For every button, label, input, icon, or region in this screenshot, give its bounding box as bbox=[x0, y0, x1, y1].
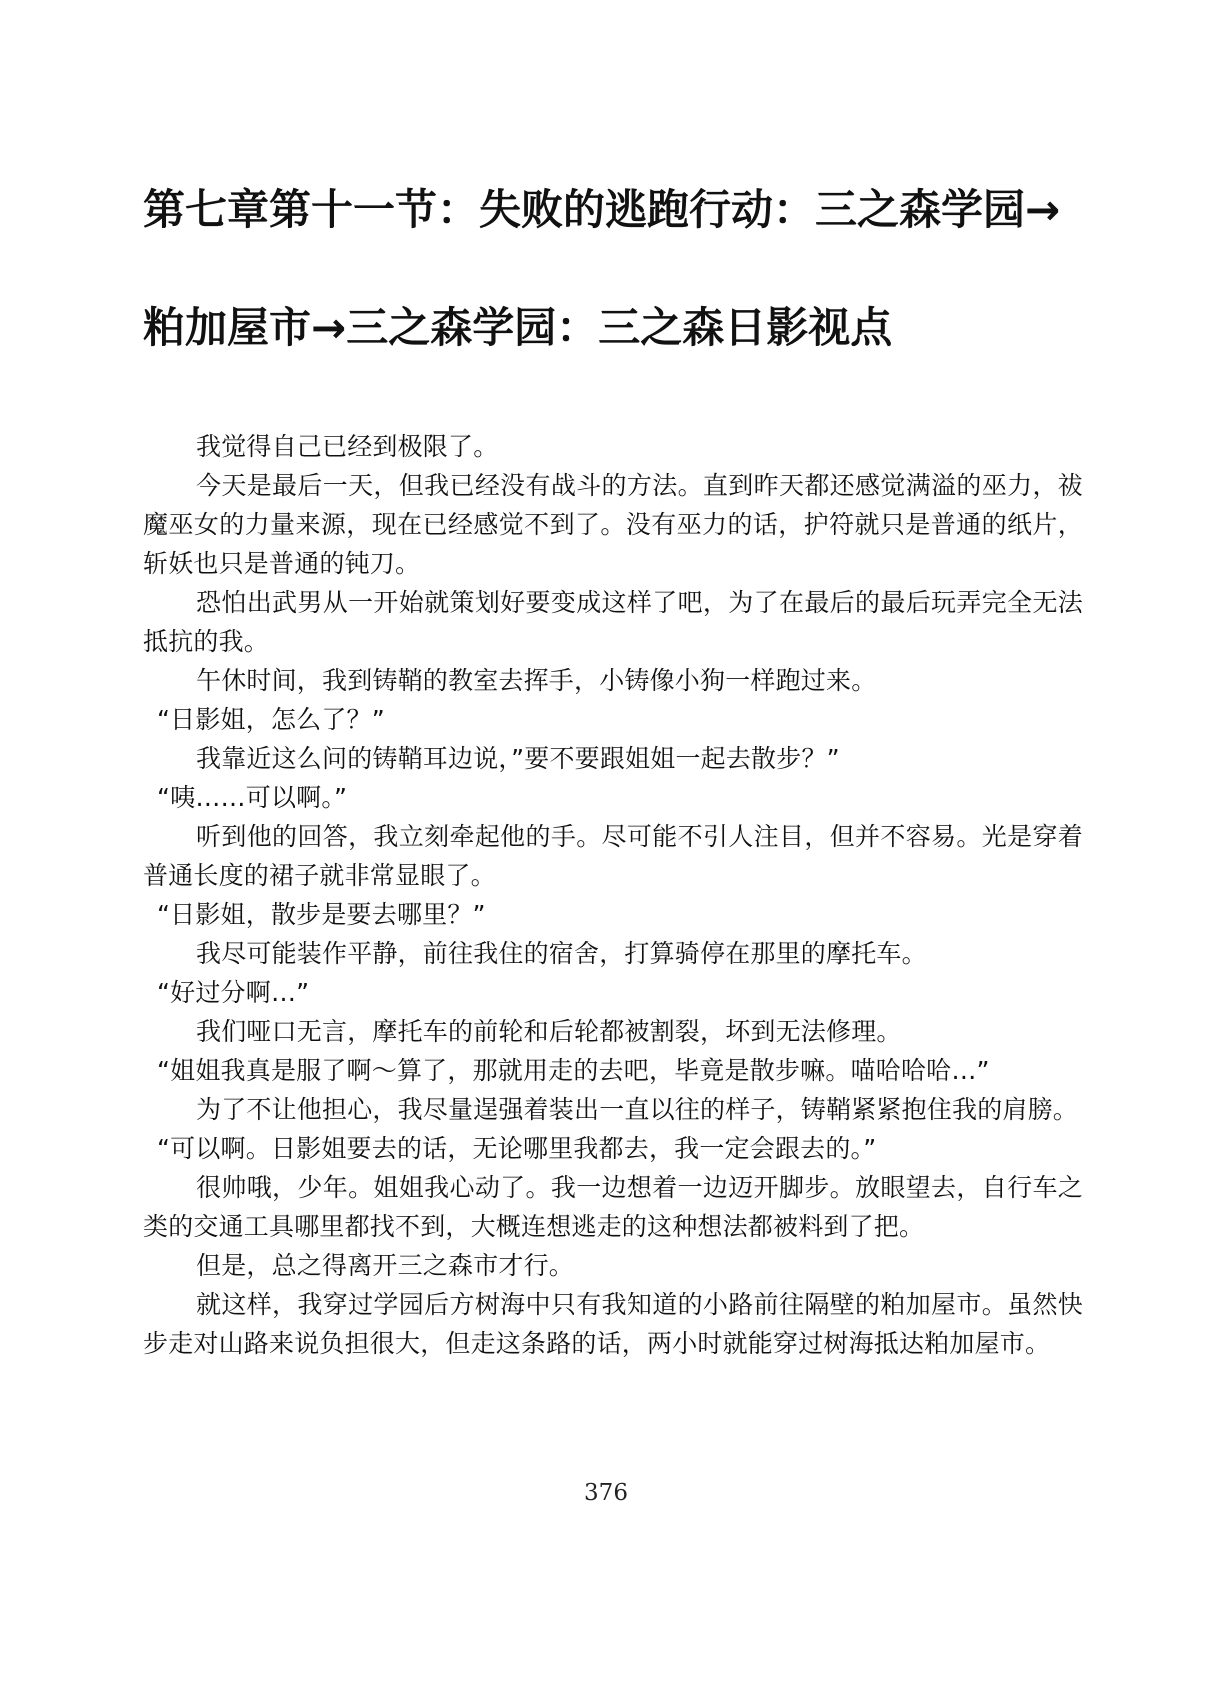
paragraph: 我靠近这么问的铸鞘耳边说，”要不要跟姐姐一起去散步？” bbox=[196, 744, 840, 773]
dialogue-line: “可以啊。日影姐要去的话，无论哪里我都去，我一定会跟去的。” bbox=[157, 1134, 877, 1163]
paragraph: 为了不让他担心，我尽量逞强着装出一直以往的样子，铸鞘紧紧抱住我的肩膀。 bbox=[196, 1095, 1079, 1124]
dialogue-line: “姐姐我真是服了啊～算了，那就用走的去吧，毕竟是散步嘛。喵哈哈哈…” bbox=[157, 1056, 990, 1085]
dialogue-line: “日影姐，怎么了？” bbox=[157, 705, 385, 734]
paragraph: 今天是最后一天，但我已经没有战斗的方法。直到昨天都还感觉满溢的巫力，祓魔巫女的力量来源，现在已经感觉不到了。没有巫力的话，护符就只是普通的纸片，斩妖也只是普通的钝刀。 bbox=[143, 471, 1083, 578]
paragraph: 就这样，我穿过学园后方树海中只有我知道的小路前往隔壁的粕加屋市。虽然快步走对山路来说负担很大，但走这条路的话，两小时就能穿过树海抵达粕加屋市。 bbox=[143, 1290, 1083, 1358]
dialogue-line: “日影姐，散步是要去哪里？” bbox=[157, 900, 486, 929]
dialogue-line: “好过分啊…” bbox=[157, 978, 310, 1007]
paragraph: 我们哑口无言，摩托车的前轮和后轮都被割裂，坏到无法修理。 bbox=[196, 1017, 902, 1046]
paragraph: 听到他的回答，我立刻牵起他的手。尽可能不引人注目，但并不容易。光是穿着普通长度的裙子就非常显眼了。 bbox=[143, 822, 1083, 890]
paragraph: 午休时间，我到铸鞘的教室去挥手，小铸像小狗一样跑过来。 bbox=[196, 666, 877, 695]
page-number: 376 bbox=[584, 1480, 628, 1506]
chapter-title-line-2: 粕加屋市→三之森学园：三之森日影视点 bbox=[143, 303, 893, 352]
paragraph: 但是，总之得离开三之森市才行。 bbox=[196, 1251, 575, 1280]
paragraph: 我尽可能装作平静，前往我住的宿舍，打算骑停在那里的摩托车。 bbox=[196, 939, 927, 968]
paragraph: 我觉得自己已经到极限了。 bbox=[196, 432, 499, 461]
chapter-title-line-1: 第七章第十一节：失败的逃跑行动：三之森学园→ bbox=[143, 185, 1061, 234]
paragraph: 恐怕出武男从一开始就策划好要变成这样了吧，为了在最后的最后玩弄完全无法抵抗的我。 bbox=[143, 588, 1083, 656]
body-text bbox=[143, 427, 1083, 1363]
dialogue-line: “咦……可以啊。” bbox=[157, 783, 348, 812]
paragraph: 很帅哦，少年。姐姐我心动了。我一边想着一边迈开脚步。放眼望去，自行车之类的交通工具哪里都找不到，大概连想逃走的这种想法都被料到了把。 bbox=[143, 1173, 1083, 1241]
